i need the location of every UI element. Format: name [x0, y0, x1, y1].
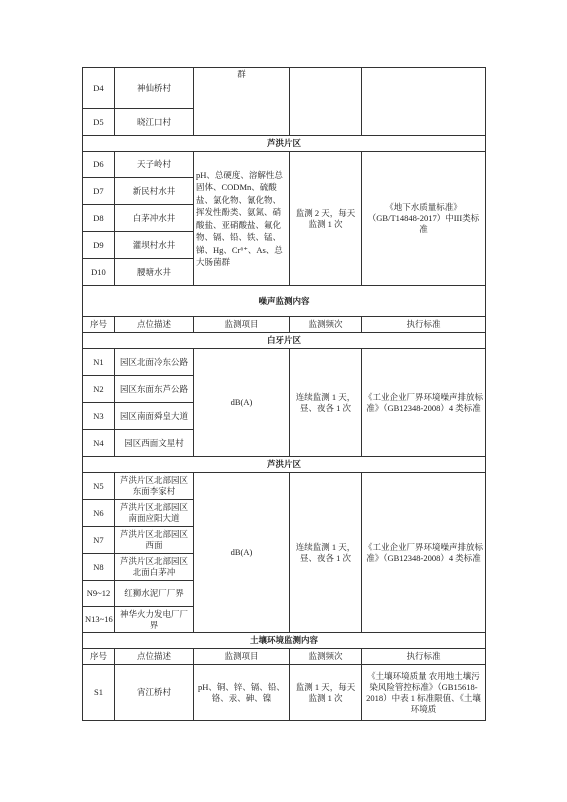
header-location: 点位描述	[115, 317, 194, 333]
standard: 《工业企业厂界环境噪声排放标准》（GB12348-2008）4 类标准	[362, 473, 486, 633]
monitoring-frequency: 监测 2 天，每天监测 1 次	[290, 152, 362, 286]
section-title: 噪声监测内容	[83, 286, 486, 317]
table-row	[83, 349, 486, 376]
section-row	[83, 136, 486, 152]
section-row	[83, 286, 486, 317]
point-id: D6	[83, 152, 115, 178]
point-id: N8	[83, 554, 115, 581]
header-frequency: 监测频次	[290, 317, 362, 333]
point-location: 芦洪片区北部园区南面应阳大道	[115, 500, 194, 527]
monitoring-items: pH、总硬度、溶解性总固体、CODMn、硫酸盐、氯化物、氰化物、挥发性酚类、氨氮、硝酸盐、亚硝酸盐、氟化物、镉、铅、铁、锰、锑、Hg、Cr⁶⁺、As、总大肠菌群	[194, 152, 290, 286]
table-row	[83, 473, 486, 500]
point-location: 白茅冲水井	[115, 205, 194, 232]
monitoring-table	[82, 67, 486, 721]
point-location: 神仙桥村	[115, 68, 194, 109]
point-id: D8	[83, 205, 115, 232]
point-location: 芦洪片区北部园区东面李家村	[115, 473, 194, 500]
monitoring-items: pH、铜、锌、镉、铅、铬、汞、砷、镍	[194, 665, 290, 721]
section-title: 芦洪片区	[83, 457, 486, 473]
section-title: 土壤环境监测内容	[83, 633, 486, 649]
point-location: 新民村水井	[115, 178, 194, 205]
monitoring-frequency: 连续监测 1 天，昼、夜各 1 次	[290, 473, 362, 633]
header-location: 点位描述	[115, 649, 194, 665]
point-location: 神华火力发电厂厂界	[115, 607, 194, 633]
point-id: N1	[83, 349, 115, 376]
point-location: 园区东面东芦公路	[115, 376, 194, 403]
point-location: 园区西面文星村	[115, 430, 194, 457]
point-id: N9~12	[83, 581, 115, 607]
standard: 《工业企业厂界环境噪声排放标准》（GB12348-2008）4 类标准	[362, 349, 486, 457]
table-row	[83, 68, 486, 109]
monitoring-items: dB(A)	[194, 473, 290, 633]
point-location: 园区北面冷东公路	[115, 349, 194, 376]
point-location: 晓江口村	[115, 109, 194, 136]
point-id: N3	[83, 403, 115, 430]
monitoring-frequency: 监测 1 天，每天监测 1 次	[290, 665, 362, 721]
point-id: D4	[83, 68, 115, 109]
point-location: 芦洪片区北部园区西面	[115, 527, 194, 554]
header-no: 序号	[83, 317, 115, 333]
standard	[362, 68, 486, 136]
section-row	[83, 457, 486, 473]
point-id: N4	[83, 430, 115, 457]
point-id: N13~16	[83, 607, 115, 633]
header-row	[83, 649, 486, 665]
header-frequency: 监测频次	[290, 649, 362, 665]
monitoring-frequency	[290, 68, 362, 136]
header-standard: 执行标准	[362, 649, 486, 665]
header-item: 监测项目	[194, 649, 290, 665]
point-id: N2	[83, 376, 115, 403]
point-id: D10	[83, 259, 115, 286]
point-location: 宵江桥村	[115, 665, 194, 721]
header-item: 监测项目	[194, 317, 290, 333]
header-no: 序号	[83, 649, 115, 665]
monitoring-items: dB(A)	[194, 349, 290, 457]
standard: 《地下水质量标准》（GB/T14848-2017）中III类标准	[362, 152, 486, 286]
point-location: 园区南面舜皇大道	[115, 403, 194, 430]
section-row	[83, 333, 486, 349]
section-title: 芦洪片区	[83, 136, 486, 152]
point-id: D9	[83, 232, 115, 259]
table-row	[83, 152, 486, 178]
table-row	[83, 665, 486, 721]
point-location: 天子岭村	[115, 152, 194, 178]
point-location: 灌坝村水井	[115, 232, 194, 259]
standard: 《土壤环境质量 农用地土壤污染风险管控标准》（GB15618-2018）中表 1 标准限值、《土壤环境质	[362, 665, 486, 721]
point-location: 芦洪片区北部园区北面白茅冲	[115, 554, 194, 581]
point-location: 腰塘水井	[115, 259, 194, 286]
point-id: D5	[83, 109, 115, 136]
header-standard: 执行标准	[362, 317, 486, 333]
point-id: S1	[83, 665, 115, 721]
point-location: 红狮水泥厂厂界	[115, 581, 194, 607]
header-row	[83, 317, 486, 333]
point-id: N7	[83, 527, 115, 554]
point-id: N6	[83, 500, 115, 527]
section-title: 白牙片区	[83, 333, 486, 349]
point-id: N5	[83, 473, 115, 500]
point-id: D7	[83, 178, 115, 205]
monitoring-frequency: 连续监测 1 天，昼、夜各 1 次	[290, 349, 362, 457]
section-row	[83, 633, 486, 649]
monitoring-items: 群	[194, 68, 290, 136]
